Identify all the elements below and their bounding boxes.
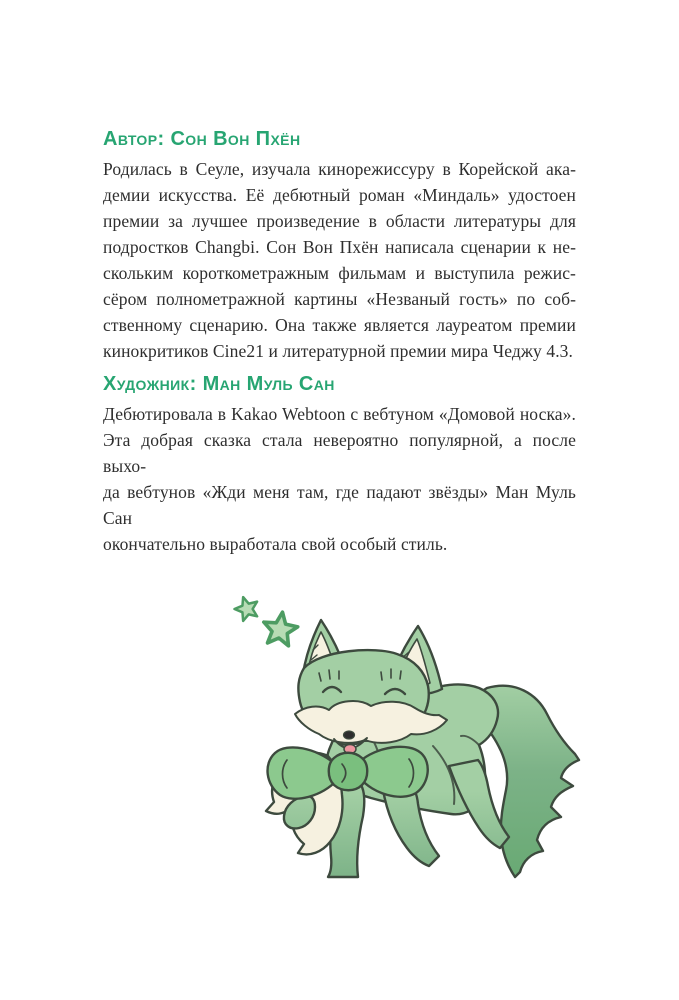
fox-character [266,620,579,877]
author-heading: Автор: Сон Вон Пхён [103,128,301,150]
star-icon [261,610,299,647]
text-line: Дебютировала в Kakao Webtoon с вебтуном «Домовой носка». [103,404,576,424]
star-icon [232,593,262,622]
text-line: Родилась в Сеуле, изучала кинорежиссуру в Корейской ака- [103,159,576,179]
text-line: премии за лучшее произведение в области литературы для [103,211,576,231]
text-line: кинокритиков Cine21 и литературной премии мира Чеджу 4.3. [103,341,574,361]
text-line: Эта добрая сказка стала невероятно популярной, а после выхо- [103,430,576,476]
author-bio [103,156,576,364]
author-section [103,128,576,364]
fox-nose [344,731,355,739]
text-line: ственному сценарию. Она также является лауреатом премии [103,315,576,335]
artist-bio [103,401,576,557]
fox-bow-tie [268,747,428,799]
fox-illustration [225,588,581,880]
artist-section [103,373,576,557]
artist-heading: Художник: Ман Муль Сан [103,373,335,395]
text-line: скольким короткометражным фильмам и выступила режис- [103,263,576,283]
stars-group [232,593,300,646]
text-line: подростков Changbi. Сон Вон Пхён написала сценарии к не- [103,237,576,257]
text-block [103,128,576,557]
text-line: окончательно выработала свой особый стиль. [103,534,448,554]
text-line: сёром полнометражной картины «Незваный гость» по соб- [103,289,576,309]
text-line: да вебтунов «Жди меня там, где падают звёзды» Ман Муль Сан [103,482,576,528]
text-line: демии искусства. Её дебютный роман «Миндаль» удостоен [103,185,576,205]
fox-illustration-svg [225,588,581,880]
